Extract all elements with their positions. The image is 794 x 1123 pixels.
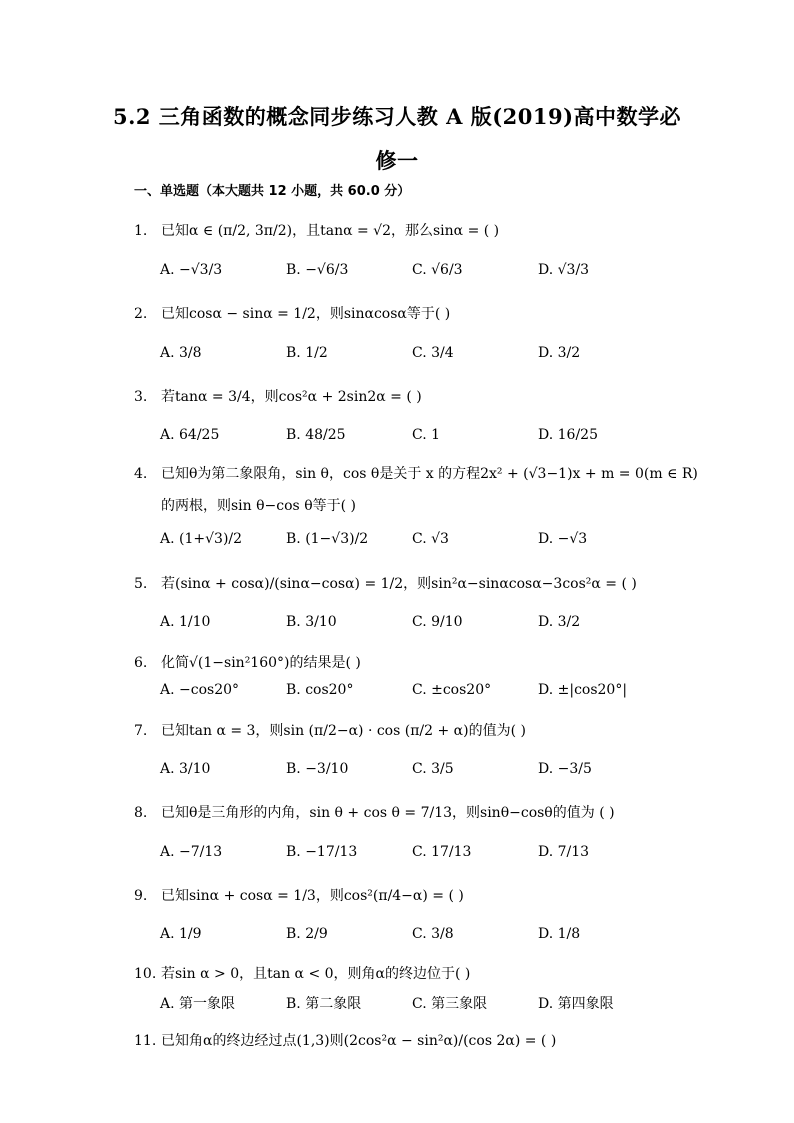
question-number: 2. bbox=[134, 306, 148, 322]
question-stem: 已知α ∈ (π/2, 3π/2)，且tanα = √2，那么sinα = ( ) bbox=[161, 223, 500, 239]
question-4 bbox=[134, 463, 698, 483]
option-d[interactable]: D. 3/2 bbox=[538, 614, 581, 630]
page-title-line-1: 5.2 三角函数的概念同步练习人教 A 版(2019)高中数学必 bbox=[112, 104, 682, 129]
option-b[interactable]: B. (1−√3)/2 bbox=[286, 531, 369, 547]
option-c[interactable]: C. 9/10 bbox=[412, 614, 463, 630]
option-c[interactable]: C. 17/13 bbox=[412, 844, 472, 860]
question-number: 6. bbox=[134, 655, 148, 671]
question-1 bbox=[134, 220, 499, 240]
question-stem: 已知θ是三角形的内角，sin θ + cos θ = 7/13，则sinθ−cosθ的值为 ( ) bbox=[161, 805, 615, 821]
option-d[interactable]: D. −3/5 bbox=[538, 761, 592, 777]
option-a[interactable]: A. −√3/3 bbox=[160, 262, 223, 278]
option-a[interactable]: A. (1+√3)/2 bbox=[160, 531, 243, 547]
option-a[interactable]: A. 1/9 bbox=[160, 926, 202, 942]
option-a[interactable]: A. −cos20° bbox=[160, 682, 240, 698]
question-3 bbox=[134, 386, 422, 406]
section-header: 一、单选题（本大题共 12 小题，共 60.0 分） bbox=[134, 184, 411, 199]
option-d[interactable]: D. √3/3 bbox=[538, 262, 590, 278]
question-stem: 化简√(1−sin²160°)的结果是( ) bbox=[161, 655, 361, 671]
question-number: 8. bbox=[134, 805, 148, 821]
option-b[interactable]: B. 1/2 bbox=[286, 345, 328, 361]
question-11 bbox=[134, 1030, 556, 1050]
option-b[interactable]: B. 第二象限 bbox=[286, 996, 362, 1012]
question-2 bbox=[134, 303, 450, 323]
question-10 bbox=[134, 963, 470, 983]
question-number: 7. bbox=[134, 723, 148, 739]
option-b[interactable]: B. 2/9 bbox=[286, 926, 328, 942]
question-number: 9. bbox=[134, 888, 148, 904]
option-a[interactable]: A. 3/8 bbox=[160, 345, 202, 361]
option-d[interactable]: D. ±|cos20°| bbox=[538, 682, 628, 698]
option-c[interactable]: C. 3/5 bbox=[412, 761, 454, 777]
question-stem: 已知tan α = 3，则sin (π/2−α) · cos (π/2 + α)的值为( ) bbox=[161, 723, 526, 739]
option-d[interactable]: D. 第四象限 bbox=[538, 996, 614, 1012]
option-d[interactable]: D. 7/13 bbox=[538, 844, 590, 860]
option-b[interactable]: B. 3/10 bbox=[286, 614, 337, 630]
option-a[interactable]: A. 第一象限 bbox=[160, 996, 236, 1012]
question-number: 1. bbox=[134, 223, 148, 239]
option-b[interactable]: B. −3/10 bbox=[286, 761, 349, 777]
question-number: 3. bbox=[134, 389, 148, 405]
option-d[interactable]: D. 16/25 bbox=[538, 427, 598, 443]
option-c[interactable]: C. ±cos20° bbox=[412, 682, 492, 698]
question-stem: 若(sinα + cosα)/(sinα−cosα) = 1/2，则sin²α−sinαcosα−3cos²α = ( ) bbox=[161, 576, 637, 592]
option-b[interactable]: B. cos20° bbox=[286, 682, 354, 698]
option-d[interactable]: D. 3/2 bbox=[538, 345, 581, 361]
option-c[interactable]: C. 1 bbox=[412, 427, 441, 443]
option-d[interactable]: D. −√3 bbox=[538, 531, 588, 547]
option-a[interactable]: A. 1/10 bbox=[160, 614, 211, 630]
option-c[interactable]: C. 第三象限 bbox=[412, 996, 488, 1012]
question-6 bbox=[134, 652, 361, 672]
question-number: 10. bbox=[134, 966, 157, 982]
question-stem: 若sin α > 0，且tan α < 0，则角α的终边位于( ) bbox=[161, 966, 471, 982]
option-b[interactable]: B. −17/13 bbox=[286, 844, 358, 860]
option-a[interactable]: A. 3/10 bbox=[160, 761, 211, 777]
question-stem: 已知cosα − sinα = 1/2，则sinαcosα等于( ) bbox=[161, 306, 451, 322]
option-d[interactable]: D. 1/8 bbox=[538, 926, 581, 942]
question-9 bbox=[134, 885, 464, 905]
option-a[interactable]: A. 64/25 bbox=[160, 427, 220, 443]
question-stem: 若tanα = 3/4，则cos²α + 2sin2α = ( ) bbox=[161, 389, 422, 405]
question-number: 11. bbox=[134, 1033, 157, 1049]
question-8 bbox=[134, 802, 615, 822]
option-c[interactable]: C. 3/4 bbox=[412, 345, 454, 361]
question-number: 5. bbox=[134, 576, 148, 592]
question-4-stem-continued: 的两根，则sin θ−cos θ等于( ) bbox=[161, 498, 356, 514]
question-stem: 已知sinα + cosα = 1/3，则cos²(π/4−α) = ( ) bbox=[161, 888, 464, 904]
page-title-line-2: 修一 bbox=[375, 148, 419, 173]
question-5 bbox=[134, 573, 637, 593]
option-c[interactable]: C. 3/8 bbox=[412, 926, 454, 942]
question-number: 4. bbox=[134, 466, 148, 482]
option-b[interactable]: B. 48/25 bbox=[286, 427, 346, 443]
option-a[interactable]: A. −7/13 bbox=[160, 844, 223, 860]
option-c[interactable]: C. √6/3 bbox=[412, 262, 463, 278]
question-7 bbox=[134, 720, 526, 740]
option-c[interactable]: C. √3 bbox=[412, 531, 449, 547]
question-stem: 已知θ为第二象限角，sin θ，cos θ是关于 x 的方程2x² + (√3−1)x + m = 0(m ∈ R) bbox=[161, 466, 698, 482]
option-b[interactable]: B. −√6/3 bbox=[286, 262, 349, 278]
question-stem: 已知角α的终边经过点(1,3)则(2cos²α − sin²α)/(cos 2α) = ( ) bbox=[161, 1033, 557, 1049]
